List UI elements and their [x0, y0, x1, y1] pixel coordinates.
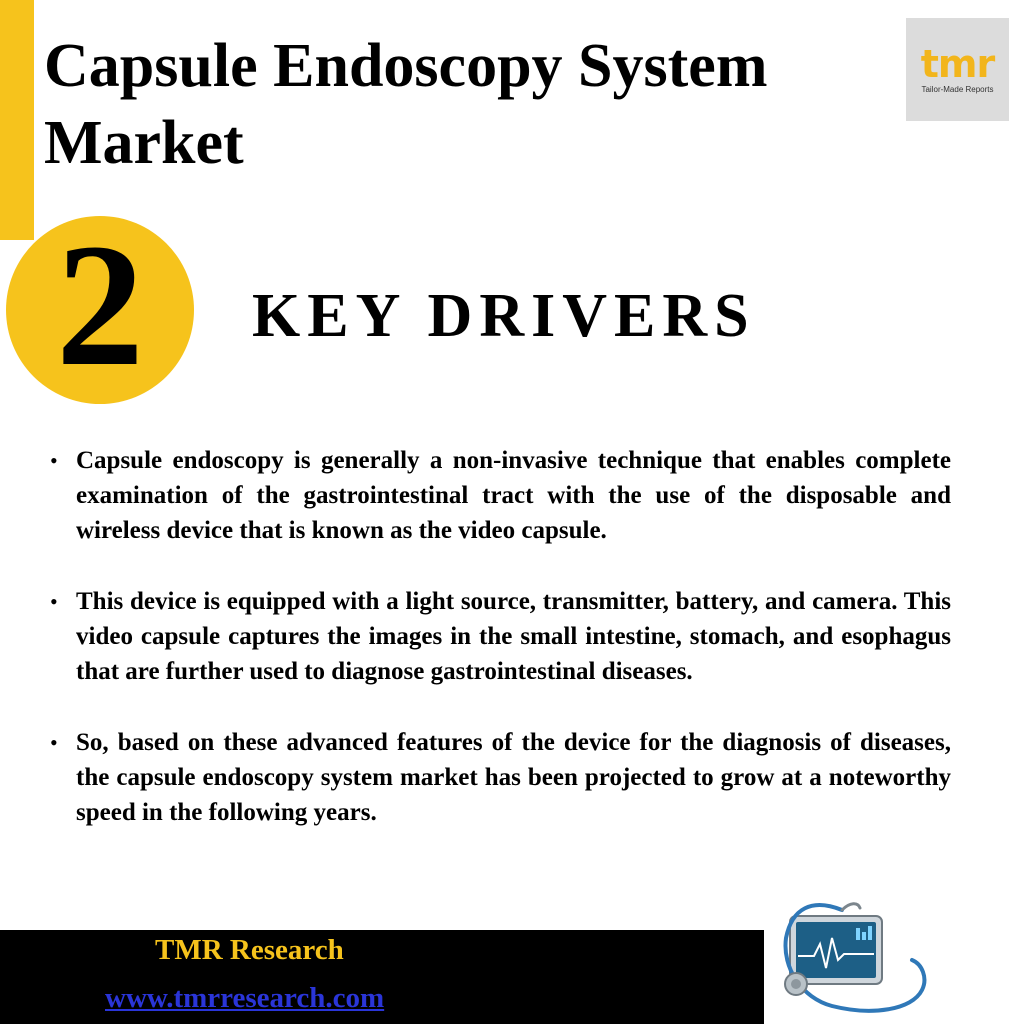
- medical-tablet-stethoscope-icon: [772, 898, 932, 1020]
- website-link[interactable]: www.tmrresearch.com: [105, 982, 385, 1014]
- tmr-logo: [906, 18, 1009, 121]
- bullet-marker: •: [50, 589, 58, 614]
- bullet-marker: •: [50, 730, 58, 755]
- list-item: [46, 584, 951, 689]
- logo-mark: tmr: [920, 41, 995, 86]
- list-item-text: Capsule endoscopy is generally a non-invasive technique that enables complete examination of the gastrointestinal tract with the use of the disposable and wireless device that is known as the video capsule.: [76, 447, 951, 544]
- section-number: 2: [56, 208, 144, 403]
- bullet-marker: •: [50, 448, 58, 473]
- section-number-badge: [6, 208, 194, 404]
- footer-brand: TMR Research: [155, 934, 344, 966]
- list-item: [46, 443, 951, 548]
- key-drivers-list: [46, 443, 951, 866]
- accent-bar: [0, 0, 34, 240]
- section-heading: KEY DRIVERS: [252, 282, 756, 350]
- logo-tagline: Tailor-Made Reports: [921, 84, 994, 94]
- list-item-text: So, based on these advanced features of the device for the diagnosis of diseases, the capsule endoscopy system market has been projected to grow at a noteworthy speed in the following years.: [76, 729, 951, 826]
- page-title: Capsule Endoscopy System Market: [44, 32, 768, 177]
- list-item: [46, 725, 951, 830]
- list-item-text: This device is equipped with a light source, transmitter, battery, and camera. This video capsule captures the images in the small intestine, stomach, and esophagus that are further used to diagnose gastrointestinal diseases.: [76, 588, 951, 685]
